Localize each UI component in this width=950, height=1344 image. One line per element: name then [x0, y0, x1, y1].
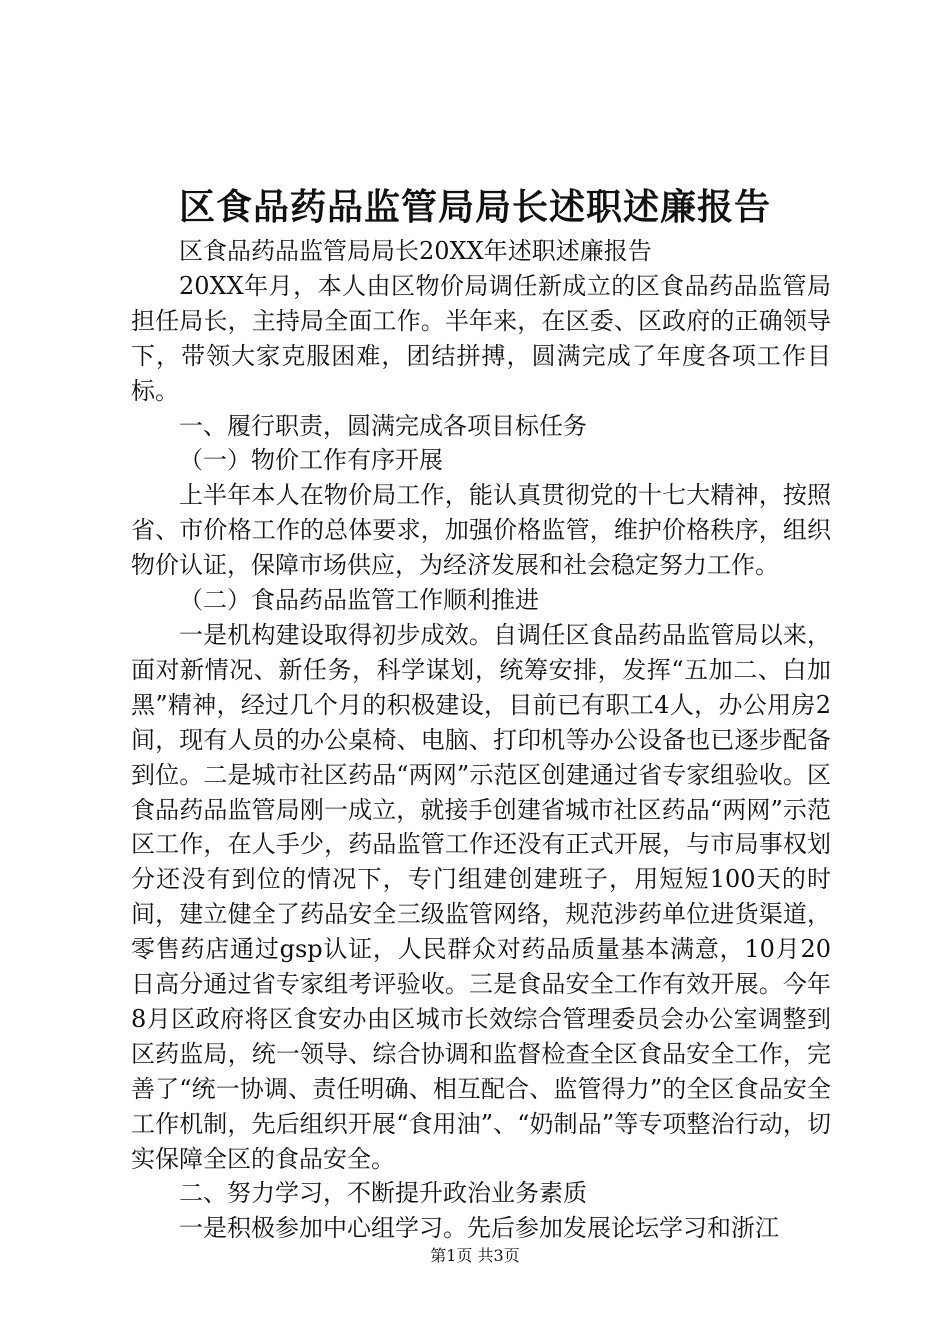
page-footer: 第1页 共3页 — [430, 1246, 520, 1265]
document-title: 区食品药品监管局局长述职述廉报告 — [178, 186, 771, 228]
document-body — [131, 234, 831, 1246]
paragraph-report-subtitle: 区食品药品监管局局长20XX年述职述廉报告 — [179, 237, 652, 265]
paragraph-intro: 20XX年月，本人由区物价局调任新成立的区食品药品监管局担任局长，主持局全面工作。半年来，在区委、区政府的正确领导下，带领大家克服困难，团结拼搏，圆满完成了年度各项工作目标。 — [131, 271, 831, 405]
subsection-heading-2: （二）食品药品监管工作顺利推进 — [179, 586, 539, 615]
paragraph-price-work: 上半年本人在物价局工作，能认真贯彻党的十七大精神，按照省、市价格工作的总体要求，加强价格监管，维护价格秩序，组织物价认证，保障市场供应，为经济发展和社会稳定努力工作。 — [131, 481, 831, 580]
subsection-heading-1: （一）物价工作有序开展 — [179, 446, 443, 475]
paragraph-supervision-work: 一是机构建设取得初步成效。自调任区食品药品监管局以来，面对新情况、新任务，科学谋划，统筹安排，发挥“五加二、白加黑”精神，经过几个月的积极建设，目前已有职工4人，办公用房2间，现有人员的办公桌椅、电脑、打印机等办公设备也已逐步配备到位。二是城市社区药品“两网”示范区创建通过省专家组验收。区食品药品监管局刚一成立，就接手创建省城市社区药品“两网”示范区工作，在人手少，药品监管工作还没有正式开展，与市局事权划分还没有到位的情况下，专门组建创建班子，用短短100天的时间，建立健全了药品安全三级监管网络，规范涉药单位进货渠道，零售药店通过gsp认证，人民群众对药品质量基本满意，10月20日高分通过省专家组考评验收。三是食品安全工作有效开展。今年8月区政府将区食安办由区城市长效综合管理委员会办公室调整到区药监局，统一领导、综合协调和监督检查全区食品安全工作，完善了“统一协调、责任明确、相互配合、监管得力”的全区食品安全工作机制，先后组织开展“食用油”、“奶制品”等专项整治行动，切实保障全区的食品安全。 — [131, 620, 831, 1173]
section-heading-2: 二、努力学习，不断提升政治业务素质 — [179, 1179, 587, 1208]
paragraph-study: 一是积极参加中心组学习。先后参加发展论坛学习和浙江 — [179, 1214, 779, 1243]
section-heading-1: 一、履行职责，圆满完成各项目标任务 — [179, 411, 587, 440]
